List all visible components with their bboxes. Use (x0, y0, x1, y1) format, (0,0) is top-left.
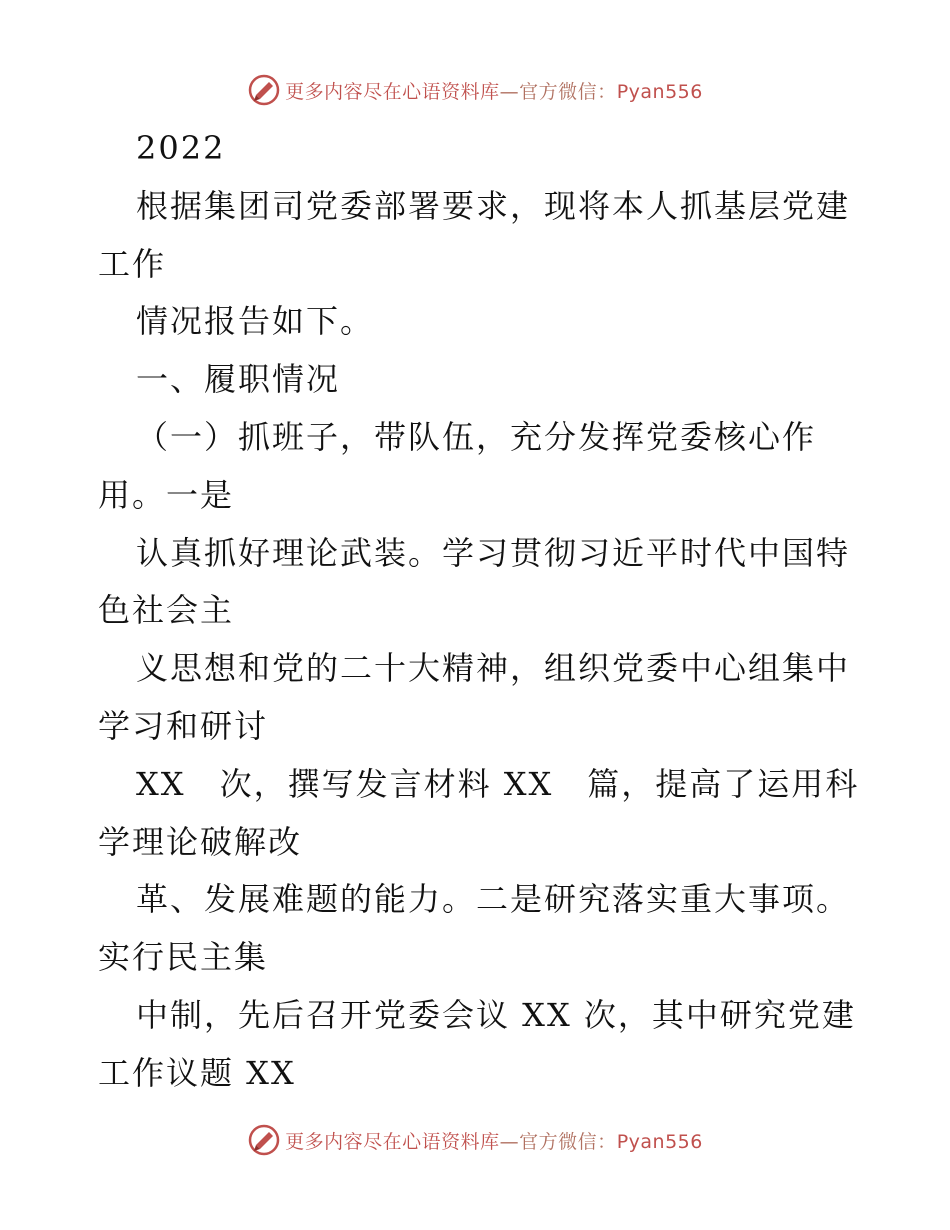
text-line: 用。一是 (98, 475, 235, 514)
text-line: 情况报告如下。 (136, 302, 375, 341)
text-line: 学习和研讨 (98, 706, 269, 745)
text-line: 实行民主集 (98, 938, 269, 977)
document-body (98, 120, 858, 1103)
text-line: 学理论破解改 (98, 822, 303, 861)
footer-watermark (0, 1120, 950, 1160)
pen-logo-icon (247, 73, 281, 107)
text-line: 认真抓好理论武装。学习贯彻习近平时代中国特 (136, 533, 851, 572)
text-line: 2022 (136, 129, 226, 167)
text-line: （一）抓班子，带队伍，充分发挥党委核心作 (136, 417, 817, 456)
header-watermark (0, 70, 950, 110)
text-line: 工作 (98, 244, 167, 283)
watermark-text: 更多内容尽在心语资料库—官方微信：Pyan556 (285, 80, 703, 103)
pen-logo-icon (247, 1123, 281, 1157)
text-line: 义思想和党的二十大精神，组织党委中心组集中 (136, 649, 851, 688)
text-line: 革、发展难题的能力。二是研究落实重大事项。 (136, 880, 851, 919)
text-line: 工作议题 XX (98, 1053, 296, 1092)
text-line: XX 次，撰写发言材料 XX 篇，提高了运用科 (136, 764, 860, 803)
text-line: 中制，先后召开党委会议 XX 次，其中研究党建 (136, 995, 856, 1034)
text-line: 色社会主 (98, 591, 235, 630)
watermark-text: 更多内容尽在心语资料库—官方微信：Pyan556 (285, 1130, 703, 1153)
text-line: 一、履职情况 (136, 360, 341, 399)
text-line: 根据集团司党委部署要求，现将本人抓基层党建 (136, 186, 851, 225)
